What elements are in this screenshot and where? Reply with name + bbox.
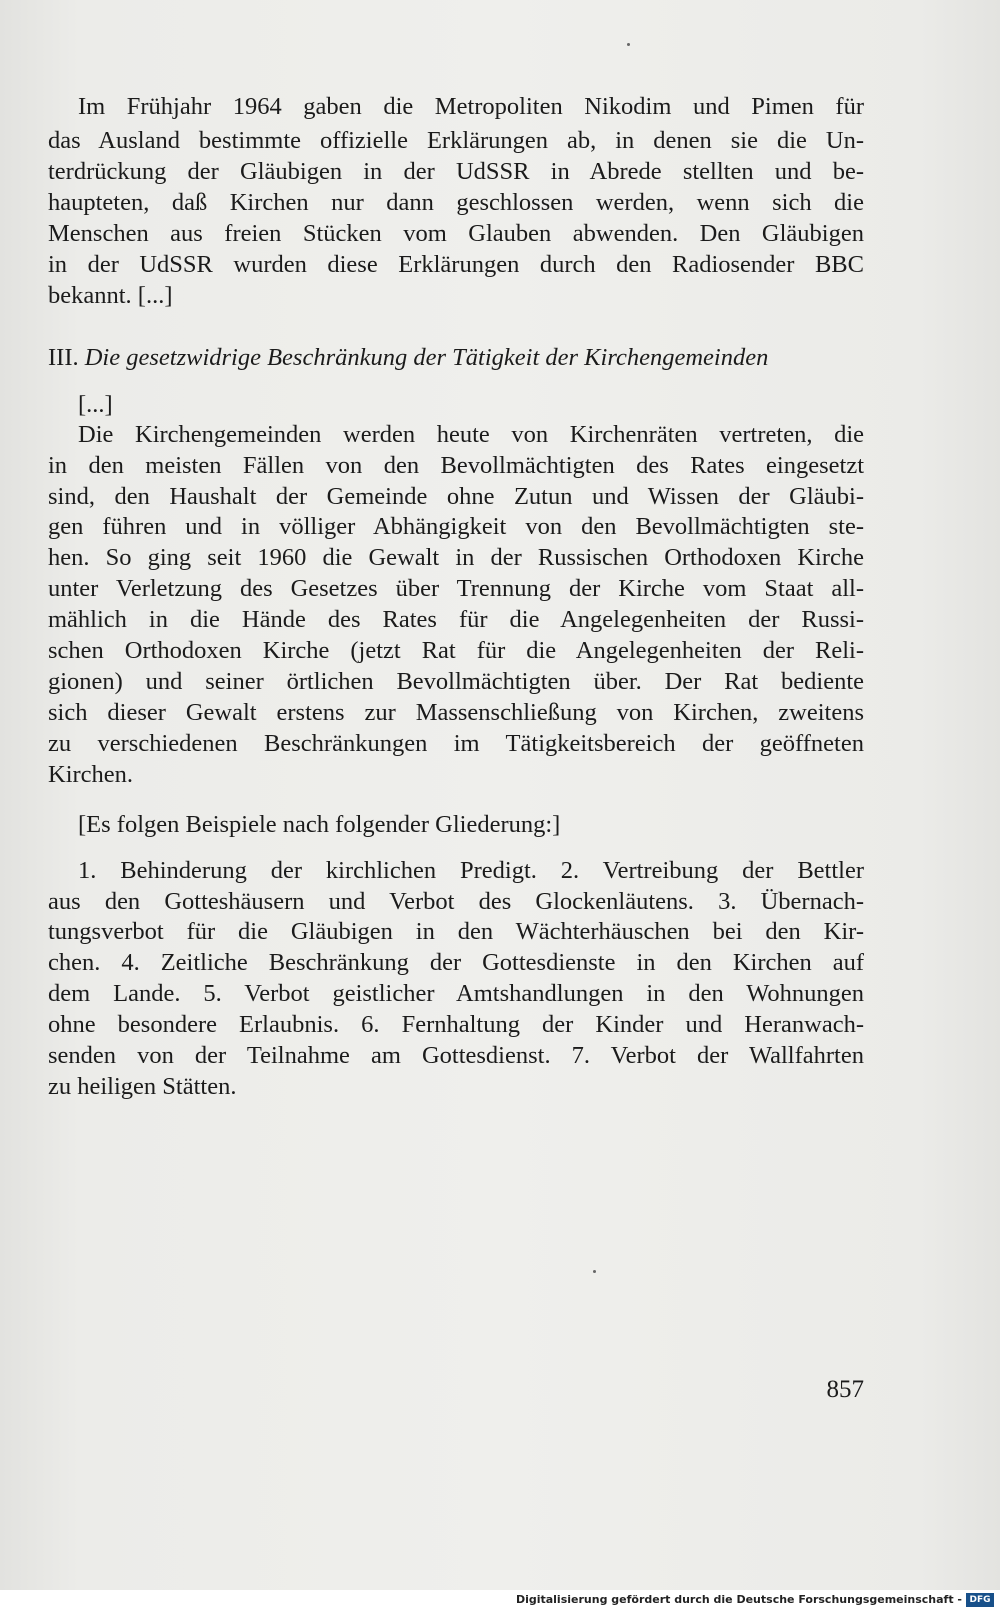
text-line: sind, den Haushalt der Gemeinde ohne Zutun und Wissen der Gläubi- bbox=[48, 483, 864, 510]
section-number: III. bbox=[48, 344, 79, 371]
text-line: Im Frühjahr 1964 gaben die Metropoliten Nikodim und Pimen für bbox=[78, 93, 864, 120]
text-line: tungsverbot für die Gläubigen in den Wächterhäuschen bei den Kir- bbox=[48, 918, 864, 945]
text-line: bekannt. [...] bbox=[48, 282, 173, 309]
dfg-logo: DFG bbox=[966, 1593, 994, 1607]
text-line: dem Lande. 5. Verbot geistlicher Amtshandlungen in den Wohnungen bbox=[48, 980, 864, 1007]
editorial-note: [Es folgen Beispiele nach folgender Gliederung:] bbox=[78, 811, 561, 838]
footer-credit: Digitalisierung gefördert durch die Deutsche Forschungsgemeinschaft - bbox=[515, 1593, 962, 1606]
text-line: aus den Gotteshäusern und Verbot des Glockenläutens. 3. Übernach- bbox=[48, 888, 864, 915]
text-line: hen. So ging seit 1960 die Gewalt in der Russischen Orthodoxen Kirche bbox=[48, 544, 864, 571]
text-line: zu verschiedenen Beschränkungen im Tätigkeitsbereich der geöffneten bbox=[48, 730, 864, 757]
text-line: mählich in die Hände des Rates für die Angelegenheiten der Russi- bbox=[48, 606, 864, 633]
text-line: ohne besondere Erlaubnis. 6. Fernhaltung der Kinder und Heranwach- bbox=[48, 1011, 864, 1038]
text-line: in der UdSSR wurden diese Erklärungen durch den Radiosender BBC bbox=[48, 251, 864, 278]
section-heading bbox=[48, 343, 864, 373]
text-line: Die Kirchengemeinden werden heute von Kirchenräten vertreten, die bbox=[78, 421, 864, 448]
section-title: Die gesetzwidrige Beschränkung der Tätigkeit der Kirchengemeinden bbox=[84, 344, 769, 371]
text-line: Kirchen. bbox=[48, 761, 134, 788]
text-line: terdrückung der Gläubigen in der UdSSR in Abrede stellten und be- bbox=[48, 158, 864, 185]
text-line: senden von der Teilnahme am Gottesdienst. 7. Verbot der Wallfahrten bbox=[48, 1042, 864, 1069]
text-line: unter Verletzung des Gesetzes über Trennung der Kirche vom Staat all- bbox=[48, 575, 864, 602]
text-line: gionen) und seiner örtlichen Bevollmächtigten über. Der Rat bediente bbox=[48, 668, 864, 695]
digitization-footer bbox=[0, 1590, 1000, 1611]
text-line: in den meisten Fällen von den Bevollmächtigten des Rates eingesetzt bbox=[48, 452, 864, 479]
text-line: schen Orthodoxen Kirche (jetzt Rat für die Angelegenheiten der Reli- bbox=[48, 637, 864, 664]
text-line: haupteten, daß Kirchen nur dann geschlossen werden, wenn sich die bbox=[48, 189, 864, 216]
text-line: 1. Behinderung der kirchlichen Predigt. 2. Vertreibung der Bettler bbox=[78, 857, 864, 884]
text-line: gen führen und in völliger Abhängigkeit von den Bevollmächtigten ste- bbox=[48, 513, 864, 540]
scan-speck bbox=[627, 43, 630, 46]
page-number: 857 bbox=[826, 1376, 864, 1403]
text-line: chen. 4. Zeitliche Beschränkung der Gottesdienste in den Kirchen auf bbox=[48, 949, 864, 976]
scan-speck bbox=[593, 1270, 596, 1273]
ellipsis: [...] bbox=[78, 391, 113, 418]
text-line: das Ausland bestimmte offizielle Erklärungen ab, in denen sie die Un- bbox=[48, 127, 864, 154]
text-line: sich dieser Gewalt erstens zur Massenschließung von Kirchen, zweitens bbox=[48, 699, 864, 726]
text-line: Menschen aus freien Stücken vom Glauben abwenden. Den Gläubigen bbox=[48, 220, 864, 247]
text-line: zu heiligen Stätten. bbox=[48, 1073, 237, 1100]
